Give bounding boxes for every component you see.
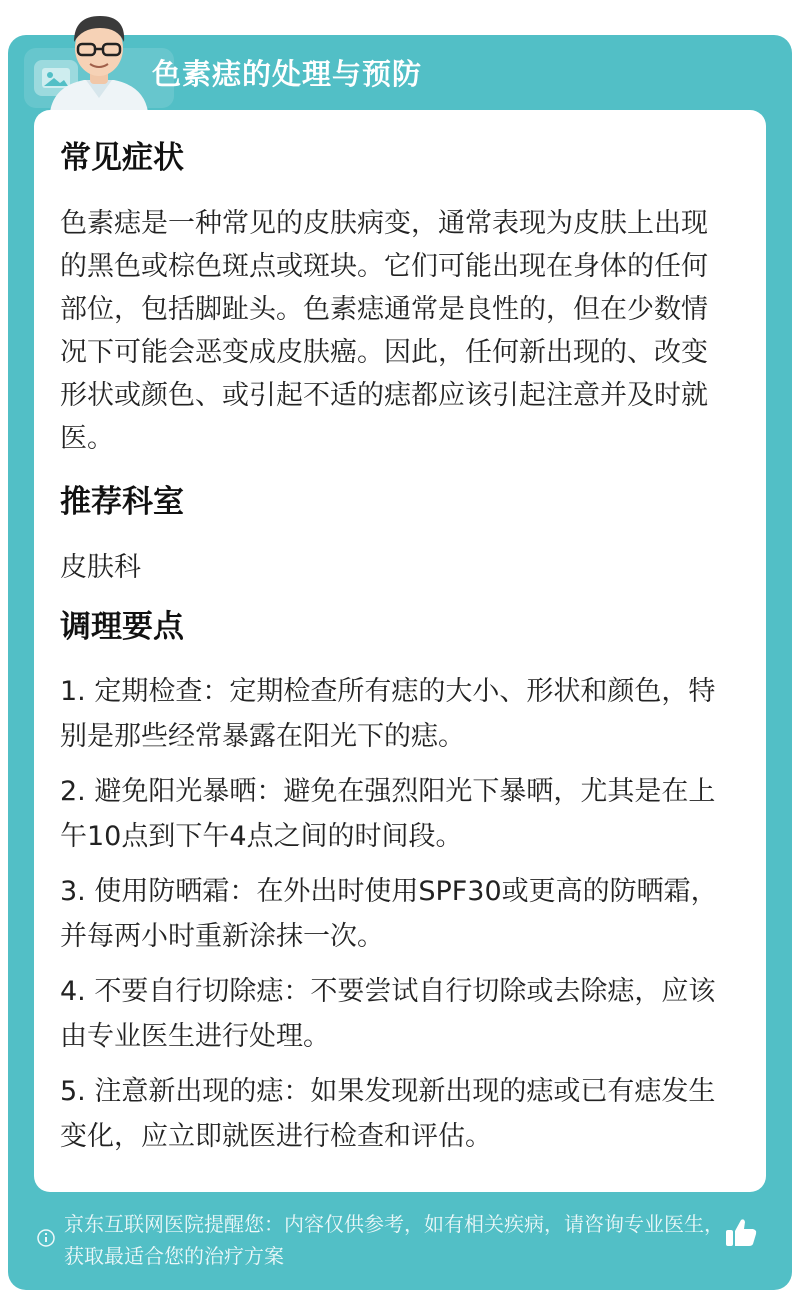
content-card (34, 110, 766, 1192)
thumbs-up-icon[interactable] (722, 1214, 760, 1252)
symptoms-heading: 常见症状 (60, 140, 184, 176)
care-item-5: 5. 注意新出现的痣：如果发现新出现的痣或已有痣发生变化，应立即就医进行检查和评估。 (60, 1076, 716, 1152)
info-icon (36, 1228, 56, 1248)
care-item-1: 1. 定期检查：定期检查所有痣的大小、形状和颜色，特别是那些经常暴露在阳光下的痣。 (60, 676, 716, 752)
content-body (60, 134, 726, 1159)
care-list (60, 669, 726, 1159)
care-item-4: 4. 不要自行切除痣：不要尝试自行切除或去除痣，应该由专业医生进行处理。 (60, 976, 716, 1052)
care-item-3: 3. 使用防晒霜：在外出时使用SPF30或更高的防晒霜，并每两小时重新涂抹一次。 (60, 876, 718, 952)
care-item-2: 2. 避免阳光暴晒：避免在强烈阳光下暴晒，尤其是在上午10点到下午4点之间的时间段。 (60, 776, 716, 852)
symptoms-text: 色素痣是一种常见的皮肤病变，通常表现为皮肤上出现的黑色或棕色斑点或斑块。它们可能出现在身体的任何部位，包括脚趾头。色素痣通常是良性的，但在少数情况下可能会恶变成皮肤癌。因此，任何新出现的、改变形状或颜色、或引起不适的痣都应该引起注意并及时就医。 (60, 208, 708, 454)
doctor-avatar-icon (44, 8, 154, 112)
page-title: 色素痣的处理与预防 (152, 57, 423, 91)
disclaimer-text: 京东互联网医院提醒您：内容仅供参考，如有相关疾病，请咨询专业医生，获取最适合您的治疗方案 (64, 1212, 724, 1268)
department-text: 皮肤科 (60, 552, 141, 583)
care-heading: 调理要点 (60, 609, 184, 645)
department-heading: 推荐科室 (60, 484, 184, 520)
